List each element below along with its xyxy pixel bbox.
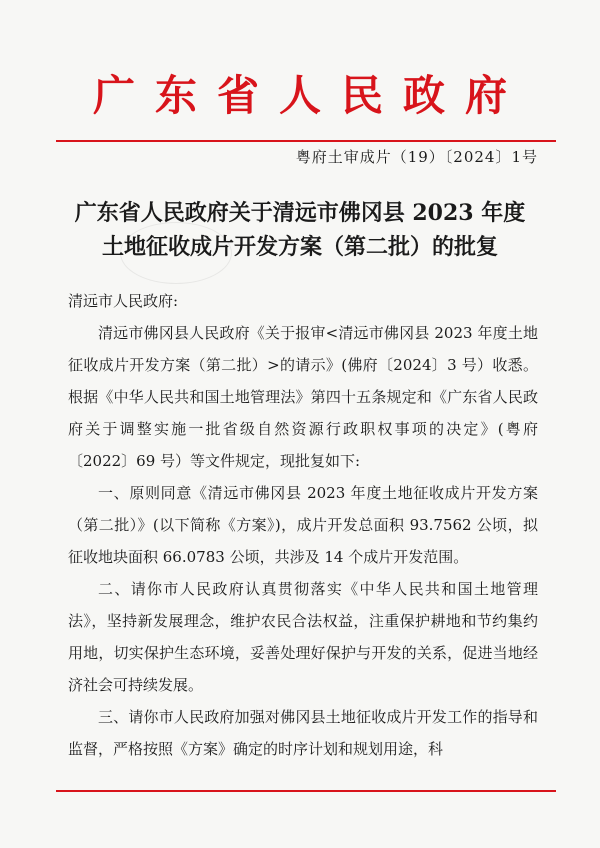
header-red-rule: [56, 140, 556, 142]
issuer-header: 广东省人民政府: [92, 71, 527, 120]
paragraph-item-1: 一、原则同意《清远市佛冈县 2023 年度土地征收成片开发方案（第二批）》(以下简称《方案》)，成片开发总面积 93.7562 公顷，拟征收地块面积 66.0783 公顷，共涉及 14 个成片开发范围。: [68, 484, 538, 566]
paragraph-intro: 清远市佛冈县人民政府《关于报审<清远市佛冈县 2023 年度土地征收成片开发方案（第二批）>的请示》(佛府〔2024〕3 号）收悉。根据《中华人民共和国土地管理法》第四十五条规定和《广东省人民政府关于调整实施一批省级自然资源行政职权事项的决定》(粤府〔2022〕69 号）等文件规定，现批复如下:: [68, 324, 538, 470]
document-number: 粤府土审成片（19）〔2024〕1号: [295, 148, 538, 166]
salutation: 清远市人民政府:: [68, 292, 179, 310]
title-line-2: 土地征收成片开发方案（第二批）的批复: [101, 234, 498, 260]
title-line-1: 广东省人民政府关于清远市佛冈县 2023 年度: [74, 200, 526, 226]
footer-red-rule: [56, 790, 556, 792]
paragraph-item-3: 三、请你市人民政府加强对佛冈县土地征收成片开发工作的指导和监督，严格按照《方案》确定的时序计划和规划用途，科: [68, 708, 538, 758]
paragraph-item-2: 二、请你市人民政府认真贯彻落实《中华人民共和国土地管理法》，坚持新发展理念，维护农民合法权益，注重保护耕地和节约集约用地，切实保护生态环境，妥善处理好保护与开发的关系，促进当地经济社会可持续发展。: [68, 580, 538, 694]
document-body: [68, 285, 538, 765]
document-title: [60, 196, 540, 264]
